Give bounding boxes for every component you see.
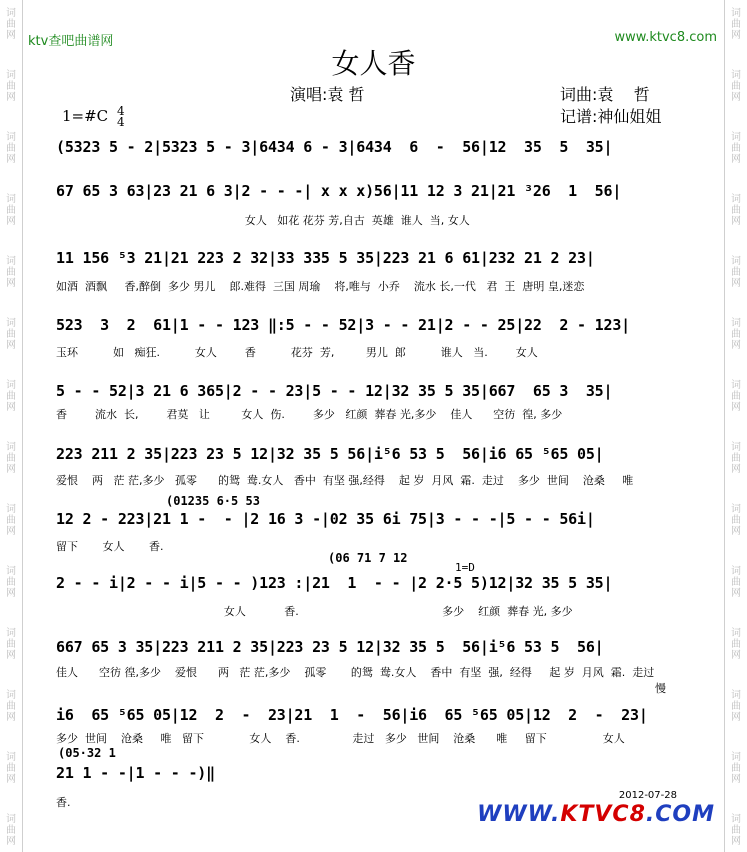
watermark-text: 词 曲 网: [731, 256, 741, 289]
small-notes-2: (06 71 7 12: [328, 551, 408, 565]
lyric-row-7: 留下 女人 香.: [56, 540, 164, 553]
watermark-text: 词 曲 网: [731, 194, 741, 227]
watermark-text: 词 曲 网: [731, 8, 741, 41]
key-change: 1=D: [455, 561, 475, 574]
lyric-row-11: 香.: [56, 796, 71, 809]
logo-com: .COM: [645, 802, 715, 827]
score-row-2: 67 65 3 63|23 21 6 3|2 - - -| x x x)56|11 12 3 21|21 ³26 1 56|: [56, 182, 622, 200]
watermark-text: 词 曲 网: [731, 814, 741, 847]
watermark-text: 词 曲 网: [6, 318, 16, 351]
watermark-text: 词 曲 网: [6, 380, 16, 413]
watermark-text: 词 曲 网: [731, 318, 741, 351]
time-signature: [117, 106, 125, 128]
watermark-text: 词 曲 网: [6, 256, 16, 289]
lyric-row-6: 爱恨 两 茫 茫,多少 孤零 的鸳 鸯.女人 香中 有坚 强,经得 起 岁 月风 霜. 走过 多少 世间 沧桑 唯: [56, 474, 634, 487]
transcriber: 记谱:神仙姐姐: [560, 107, 662, 126]
watermark-text: 词 曲 网: [731, 628, 741, 661]
lyric-row-3: 如酒 酒飘 香,醉倒 多少 男儿 郎.难得 三国 周瑜 将,唯与 小乔 流水 长,一代 君 王 唐明 皇,迷恋: [56, 280, 585, 293]
lyric-row-8: 女人 香. 多少 红颜 葬春 光, 多少: [56, 605, 573, 618]
date-stamp: 2012-07-28: [618, 790, 677, 801]
score-row-10: i6 65 ⁵65 05|12 2 - 23|21 1 - 56|i6 65 ⁵65 05|12 2 - 23|: [56, 706, 648, 724]
key-text: 1=#C: [62, 107, 109, 125]
watermark-text: 词 曲 网: [6, 442, 16, 475]
lyric-row-2: 女人 如花 花芬 芳,自古 英雄 谁人 当, 女人: [56, 214, 470, 227]
watermark-text: 词 曲 网: [6, 70, 16, 103]
left-watermark-strip: [0, 0, 23, 852]
watermark-text: 词 曲 网: [731, 380, 741, 413]
time-bottom: 4: [116, 115, 125, 129]
lyric-row-4: 玉环 如 痴狂. 女人 香 花芬 芳, 男儿 郎 谁人 当. 女人: [56, 346, 538, 359]
score-row-11: 21 1 - -|1 - - -)‖: [56, 764, 215, 782]
watermark-text: 词 曲 网: [6, 566, 16, 599]
lyric-slow: 慢: [655, 682, 666, 695]
watermark-text: 词 曲 网: [6, 504, 16, 537]
ktvc8-logo[interactable]: [477, 802, 715, 827]
watermark-text: 词 曲 网: [731, 690, 741, 723]
score-row-4: 523 3 2 61|1 - - 123 ‖:5 - - 52|3 - - 21|2 - - 25|22 2 - 123|: [56, 316, 630, 334]
watermark-text: 词 曲 网: [731, 566, 741, 599]
watermark-text: 词 曲 网: [6, 628, 16, 661]
watermark-text: 词 曲 网: [6, 814, 16, 847]
score-row-3: 11 156 ⁵3 21|21 223 2 32|33 335 5 35|223 21 6 61|232 21 2 23|: [56, 249, 595, 267]
watermark-text: 词 曲 网: [6, 8, 16, 41]
score-row-8: 2 - - i|2 - - i|5 - - )123 :|21 1 - - |2 2·5 5)12|32 35 5 35|: [56, 574, 613, 592]
logo-main: KTVC8: [560, 802, 646, 827]
brand-left[interactable]: ktv查吧曲谱网: [28, 34, 114, 49]
key-signature: [62, 106, 125, 128]
watermark-text: 词 曲 网: [6, 194, 16, 227]
watermark-text: 词 曲 网: [6, 132, 16, 165]
watermark-text: 词 曲 网: [6, 752, 16, 785]
score-row-1: (5323 5 - 2|5323 5 - 3|6434 6 - 3|6434 6 - 56|12 35 5 35|: [56, 138, 613, 156]
small-notes-1: (01235 6·5 53: [166, 494, 260, 508]
watermark-text: 词 曲 网: [731, 442, 741, 475]
score-row-9: 667 65 3 35|223 211 2 35|223 23 5 12|32 35 5 56|i⁵6 53 5 56|: [56, 638, 604, 656]
score-row-7: 12 2 - 223|21 1 - - |2 16 3 -|02 35 6i 75|3 - - -|5 - - 56i|: [56, 510, 595, 528]
score-row-6: 223 211 2 35|223 23 5 12|32 35 5 56|i⁵6 53 5 56|i6 65 ⁵65 05|: [56, 445, 604, 463]
right-watermark-strip: [724, 0, 747, 852]
composer: 词曲:袁 哲: [560, 85, 650, 104]
time-top: 4: [116, 104, 125, 118]
watermark-text: 词 曲 网: [731, 132, 741, 165]
small-notes-3: (05·32 1: [58, 746, 116, 760]
song-title: 女人香: [331, 47, 416, 80]
watermark-text: 词 曲 网: [6, 690, 16, 723]
lyric-row-10: 多少 世间 沧桑 唯 留下 女人 香. 走过 多少 世间 沧桑 唯 留下 女人: [56, 732, 625, 745]
lyric-row-9: 佳人 空彷 徨,多少 爱恨 两 茫 茫,多少 孤零 的鸳 鸯.女人 香中 有坚 强, 经得 起 岁 月风 霜. 走过: [56, 666, 655, 679]
singer: 演唱:袁 哲: [290, 85, 365, 104]
score-row-5: 5 - - 52|3 21 6 365|2 - - 23|5 - - 12|32 35 5 35|667 65 3 35|: [56, 382, 613, 400]
watermark-text: 词 曲 网: [731, 70, 741, 103]
brand-url[interactable]: www.ktvc8.com: [614, 30, 717, 45]
lyric-row-5: 香 流水 长, 君莫 让 女人 伤. 多少 红颜 葬春 光,多少 佳人 空彷 徨, 多少: [56, 408, 563, 421]
watermark-text: 词 曲 网: [731, 504, 741, 537]
logo-www: WWW.: [477, 802, 561, 827]
watermark-text: 词 曲 网: [731, 752, 741, 785]
